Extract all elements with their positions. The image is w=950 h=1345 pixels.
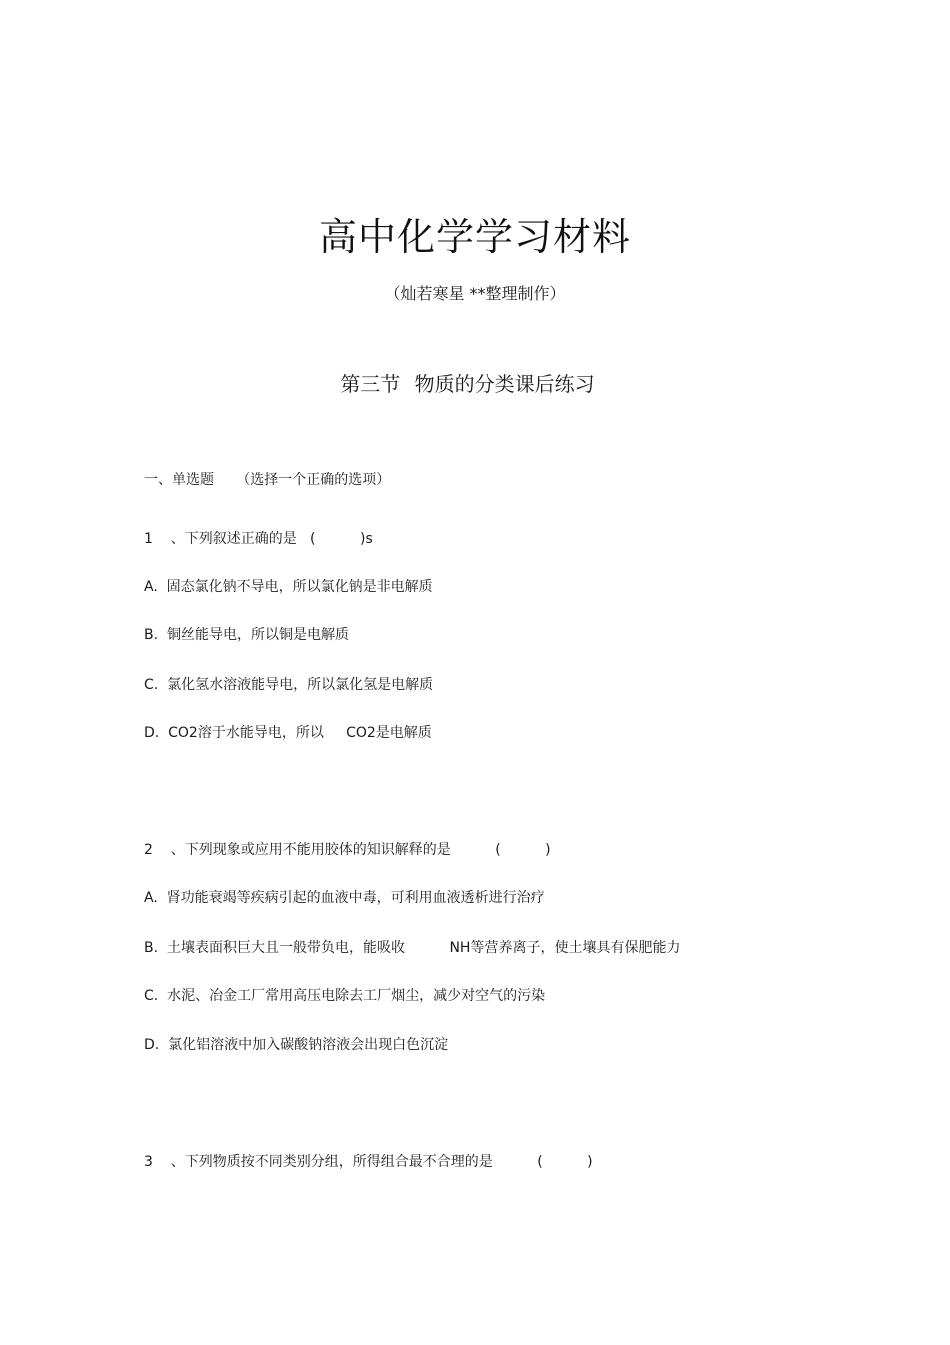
- document-title: 高中化学学习材料: [318, 215, 631, 259]
- option-b: B. 土壤表面积巨大且一般带负电，能吸收 NH等营养离子，使土壤具有保肥能力: [144, 940, 681, 956]
- part-heading: 一、单选题 （选择一个正确的选项）: [144, 472, 391, 488]
- option-a: A. 固态氯化钠不导电，所以氯化钠是非电解质: [144, 579, 433, 595]
- option-c: C. 水泥、冶金工厂常用高压电除去工厂烟尘，减少对空气的污染: [144, 988, 546, 1004]
- option-c: C. 氯化氢水溶液能导电，所以氯化氢是电解质: [144, 677, 434, 693]
- option-d: D. 氯化铝溶液中加入碳酸钠溶液会出现白色沉淀: [144, 1037, 449, 1053]
- option-b: B. 铜丝能导电，所以铜是电解质: [144, 627, 349, 643]
- question-stem: 1 、下列叙述正确的是 ( )s: [144, 531, 373, 547]
- option-a: A. 肾功能衰竭等疾病引起的血液中毒，可利用血液透析进行治疗: [144, 890, 545, 906]
- section-title: 第三节 物质的分类课后练习: [340, 372, 595, 396]
- document-subtitle: （灿若寒星 **整理制作）: [384, 284, 566, 303]
- option-d: D. CO2溶于水能导电，所以 CO2是电解质: [144, 725, 432, 741]
- question-stem: 3 、下列物质按不同类别分组，所得组合最不合理的是 ( ): [144, 1154, 593, 1170]
- question-stem: 2 、下列现象或应用不能用胶体的知识解释的是 ( ): [144, 842, 551, 858]
